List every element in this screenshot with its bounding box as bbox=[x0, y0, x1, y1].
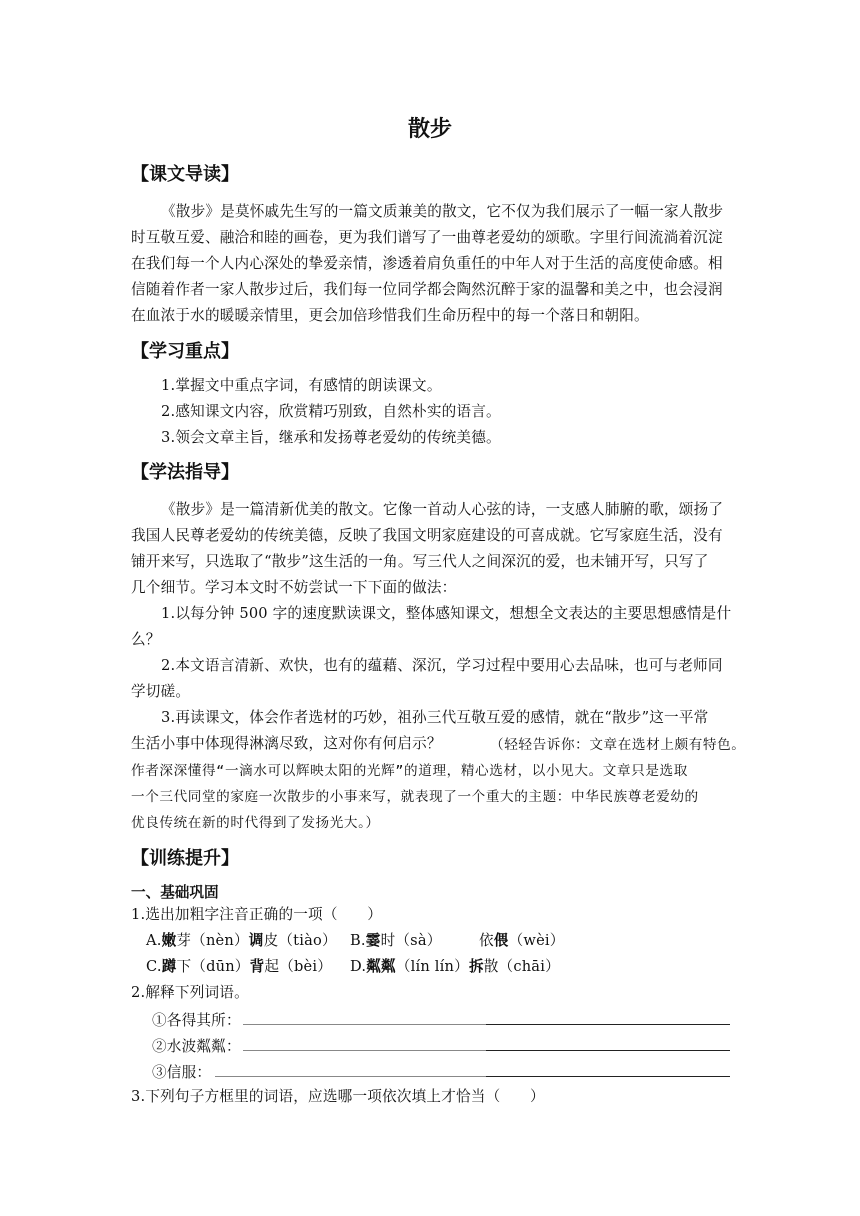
option-d-text-1: （lín lín） bbox=[395, 958, 469, 975]
answer-blank-1a[interactable] bbox=[243, 1024, 486, 1025]
option-d-label: D. bbox=[350, 958, 367, 975]
page-title: 散步 bbox=[407, 117, 452, 142]
section-heading-method: 【学法指导】 bbox=[131, 462, 239, 483]
option-b-extra-bold: 偎 bbox=[493, 932, 509, 949]
guide-line-4: 信随着作者一家人散步过后，我们每一位同学都会陶然沉醉于家的温馨和美之中，也会浸润 bbox=[131, 281, 723, 298]
q2-item-3: ③信服： bbox=[152, 1064, 212, 1081]
option-b-bold: 霎 bbox=[365, 932, 381, 949]
option-a-label: A. bbox=[146, 932, 162, 949]
option-d-bold-1: 粼粼 bbox=[366, 958, 396, 975]
section-heading-focus: 【学习重点】 bbox=[131, 341, 239, 362]
option-a-text-1: 芽（nèn） bbox=[176, 932, 249, 949]
q1-options-row-2 bbox=[146, 954, 332, 980]
option-d-bold-2: 拆 bbox=[468, 958, 484, 975]
option-a-text-2: 皮（tiào） bbox=[263, 932, 337, 949]
option-b-extra-text: （wèi） bbox=[508, 932, 565, 949]
q2-item-2: ②水波粼粼： bbox=[152, 1038, 241, 1055]
method-item-3-line-1: 3.再读课文，体会作者选材的巧妙，祖孙三代互敬互爱的感情，就在“散步”这一平常 bbox=[161, 709, 709, 726]
q2-item-1: ①各得其所： bbox=[152, 1012, 241, 1029]
method-note-line-3: 优良传统在新的时代得到了发扬光大。） bbox=[131, 815, 380, 831]
method-item-2-line-2: 学切磋。 bbox=[131, 683, 191, 700]
guide-line-5: 在血浓于水的暖暖亲情里，更会加倍珍惜我们生命历程中的每一个落日和朝阳。 bbox=[131, 307, 649, 324]
question-2: 2.解释下列词语。 bbox=[131, 984, 249, 1001]
option-b bbox=[350, 928, 442, 954]
method-line-2: 我国人民尊老爱幼的传统美德，反映了我国文明家庭建设的可喜成就。它写家庭生活，没有 bbox=[131, 527, 723, 544]
guide-line-2: 时互敬互爱、融洽和睦的画卷，更为我们谱写了一曲尊老爱幼的颂歌。字里行间流淌着沉淀 bbox=[131, 229, 723, 246]
focus-item-2: 2.感知课文内容，欣赏精巧别致，自然朴实的语言。 bbox=[161, 403, 501, 420]
option-a-bold-1: 嫩 bbox=[161, 932, 177, 949]
method-note-start: （轻轻告诉你：文章在选材上颇有特色。 bbox=[490, 737, 746, 753]
method-line-3: 铺开来写，只选取了“散步”这生活的一角。写三代人之间深沉的爱，也未铺开写，只写了 bbox=[131, 553, 709, 570]
section-heading-guide: 【课文导读】 bbox=[131, 164, 239, 185]
option-b-text: 时（sà） bbox=[380, 932, 442, 949]
option-b-extra bbox=[479, 928, 565, 954]
option-a-bold-2: 调 bbox=[248, 932, 264, 949]
method-line-1: 《散步》是一篇清新优美的散文。它像一首动人心弦的诗，一支感人肺腑的歌，颂扬了 bbox=[161, 501, 724, 518]
method-note-line-2: 一个三代同堂的家庭一次散步的小事来写，就表现了一个重大的主题：中华民族尊老爱幼的 bbox=[131, 789, 699, 805]
question-3: 3.下列句子方框里的词语，应选哪一项依次填上才恰当（ ） bbox=[131, 1088, 545, 1105]
option-d-text-2: 散（chāi） bbox=[483, 958, 560, 975]
section-heading-training: 【训练提升】 bbox=[131, 848, 239, 869]
method-note-line-1: 作者深深懂得“一滴水可以辉映太阳的光辉”的道理，精心选材，以小见大。文章只是选取 bbox=[131, 763, 688, 779]
answer-blank-1b[interactable] bbox=[486, 1024, 730, 1025]
option-b-extra-pre: 依 bbox=[479, 932, 494, 949]
part-1-title: 一、基础巩固 bbox=[131, 884, 219, 901]
method-item-1-line-2: 么？ bbox=[131, 631, 161, 648]
answer-blank-3b[interactable] bbox=[486, 1076, 730, 1077]
answer-blank-2a[interactable] bbox=[243, 1050, 486, 1051]
focus-item-3: 3.领会文章主旨，继承和发扬尊老爱幼的传统美德。 bbox=[161, 429, 501, 446]
answer-blank-3a[interactable] bbox=[215, 1076, 486, 1077]
guide-line-1: 《散步》是莫怀戚先生写的一篇文质兼美的散文，它不仅为我们展示了一幅一家人散步 bbox=[161, 203, 724, 220]
option-c-label: C. bbox=[146, 958, 162, 975]
focus-item-1: 1.掌握文中重点字词，有感情的朗读课文。 bbox=[161, 377, 442, 394]
method-line-4: 几个细节。学习本文时不妨尝试一下下面的做法： bbox=[131, 579, 457, 596]
option-d bbox=[350, 954, 560, 980]
method-item-1-line-1: 1.以每分钟 500 字的速度默读课文，整体感知课文，想想全文表达的主要思想感情是什 bbox=[161, 605, 732, 622]
method-item-2-line-1: 2.本文语言清新、欢快，也有的蕴藉、深沉，学习过程中要用心去品味，也可与老师同 bbox=[161, 657, 723, 674]
answer-blank-2b[interactable] bbox=[486, 1050, 730, 1051]
method-item-3-line-2: 生活小事中体现得淋漓尽致，这对你有何启示？ bbox=[131, 735, 442, 752]
option-c-bold-1: 蹲 bbox=[161, 958, 177, 975]
option-c-text-1: 下（dūn） bbox=[176, 958, 250, 975]
option-c-bold-2: 背 bbox=[249, 958, 265, 975]
option-c-text-2: 起（bèi） bbox=[264, 958, 333, 975]
question-1: 1.选出加粗字注音正确的一项（ ） bbox=[131, 906, 383, 923]
q1-options-row-1 bbox=[146, 928, 337, 954]
option-b-label: B. bbox=[350, 932, 366, 949]
guide-line-3: 在我们每一个人内心深处的挚爱亲情，渗透着肩负重任的中年人对于生活的高度使命感。相 bbox=[131, 255, 723, 272]
